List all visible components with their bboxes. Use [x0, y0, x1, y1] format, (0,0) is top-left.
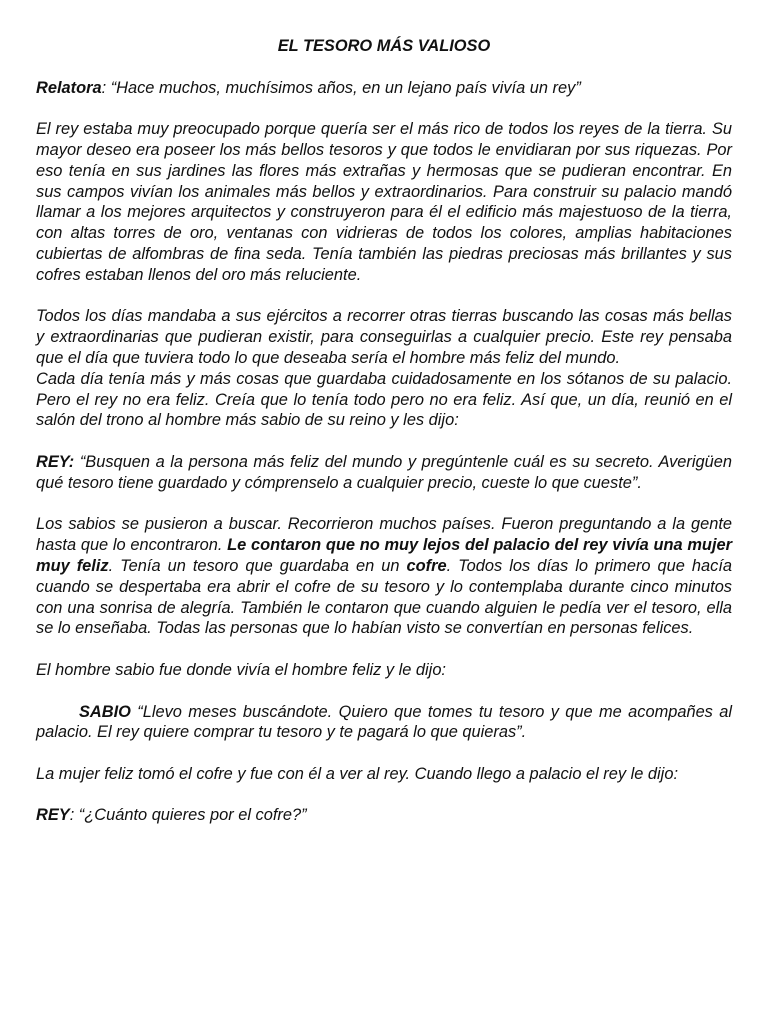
paragraph-text: “Llevo meses buscándote. Quiero que tomes tu tesoro y que me acompañes al palacio. El rey quiere comprar tu tesoro y te pagará lo que quieras”.	[36, 702, 732, 742]
document-body	[36, 78, 732, 827]
paragraph-woman-goes: La mujer feliz tomó el cofre y fue con él a ver al rey. Cuando llego a palacio el rey le dijo:	[36, 764, 678, 783]
paragraph-text: “Busquen a la persona más feliz del mundo y pregúntenle cuál es su secreto. Averigüen qué tesoro tiene guardado y cómprenselo a cualquier precio, cueste lo que cueste”.	[36, 452, 732, 492]
bold-phrase: Le contaron que no muy lejos del palacio del rey vivía una mujer muy feliz	[36, 536, 732, 575]
paragraph-text: Los sabios se pusieron a buscar. Recorrieron muchos países. Fueron preguntando a la gente hasta que lo encontraron.	[36, 515, 732, 555]
speaker-label: SABIO	[79, 702, 131, 721]
speaker-label: REY:	[36, 452, 75, 471]
document-title: EL TESORO MÁS VALIOSO	[277, 37, 491, 55]
paragraph-rey-order	[36, 452, 732, 494]
bold-word: cofre	[406, 556, 447, 575]
speaker-label: Relatora	[36, 78, 102, 97]
paragraph-rey-question	[36, 805, 732, 826]
paragraph-armies: Todos los días mandaba a sus ejércitos a recorrer otras tierras buscando las cosas más bellas y extraordinarias que pudieran existir, para conseguirlas a cualquier precio. Este rey pensaba que el día que tuviera todo lo que deseaba sería el hombre más feliz del mundo.	[36, 307, 732, 367]
paragraph-text: : “¿Cuánto quieres por el cofre?”	[69, 806, 307, 825]
paragraph-not-happy: Cada día tenía más y más cosas que guardaba cuidadosamente en los sótanos de su palacio. Pero el rey no era feliz. Creía que lo tenía todo pero no era feliz. Así que, un día, reunió en el salón del trono al hombre más sabio de su reino y les dijo:	[36, 369, 732, 430]
paragraph-wise-search	[36, 514, 732, 639]
paragraph-relatora	[36, 78, 732, 99]
paragraph-sabio-speech	[36, 702, 732, 744]
speaker-label: REY	[36, 806, 70, 825]
paragraph-king-wealth: El rey estaba muy preocupado porque quería ser el más rico de todos los reyes de la tierra. Su mayor deseo era poseer los más bellos tesoros y que todos le envidiaran por sus riquezas. Por eso tenía en sus jardines las flores más extrañas y hermosas que se pudieran encontrar. En sus campos vivían los animales más bellos y extraordinarios. Para construir su palacio mandó llamar a los mejores arquitectos y construyeron para él el edificio más majestuoso de la tierra, con altas torres de oro, ventanas con vidrieras de todos los colores, amplias habitaciones cubiertas de alfombras de fina seda. Tenía también las piedras preciosas más brillantes y sus cofres estaban llenos del oro más reluciente.	[36, 120, 732, 284]
paragraph-text: . Tenía un tesoro que guardaba en un	[108, 556, 407, 575]
paragraph-wise-went: El hombre sabio fue donde vivía el hombre feliz y le dijo:	[36, 660, 446, 679]
paragraph-text: : “Hace muchos, muchísimos años, en un lejano país vivía un rey”	[101, 78, 581, 97]
paragraph-text: . Todos los días lo primero que hacía cuando se despertaba era abrir el cofre de su tesoro y lo contemplaba durante cinco minutos con una sonrisa de alegría. También le contaron que cuando alguien le pedía ver el tesoro, ella se lo enseñaba. Todas las personas que lo habían visto se convertían en personas felices.	[36, 556, 732, 638]
